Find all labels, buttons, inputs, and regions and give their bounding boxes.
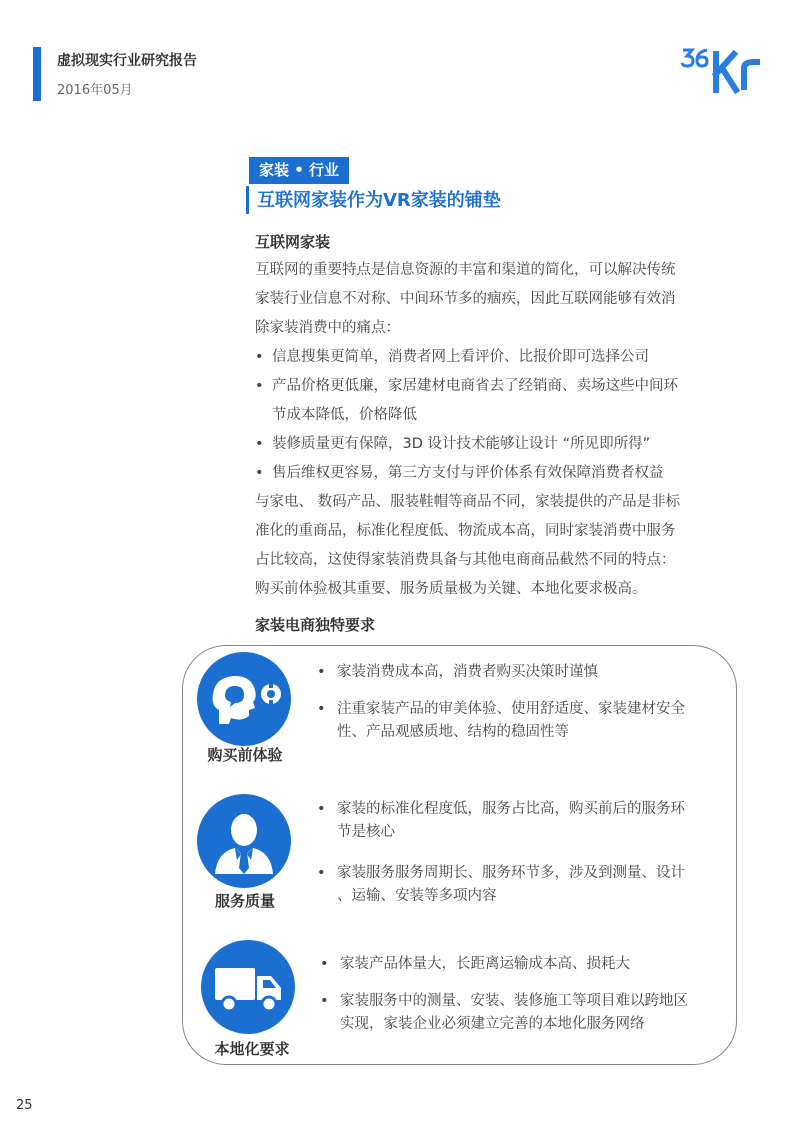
paragraph-line: 准化的重商品，标准化程度低、物流成本高，同时家装消费中服务 xyxy=(255,523,676,539)
bullet-text-line: 信息搜集更简单，消费者网上看评价、比报价即可选择公司 xyxy=(272,349,649,365)
paragraph-line: 购买前体验极其重要、服务质量极为关键、本地化要求极高。 xyxy=(255,581,647,597)
requirement-point xyxy=(317,798,717,844)
bullet-item xyxy=(255,343,735,372)
point-line: 节是核心 xyxy=(337,824,395,840)
label-service-quality: 服务质量 xyxy=(214,892,275,910)
head-gear-icon xyxy=(197,652,291,746)
bullet-item xyxy=(255,430,735,459)
bullet-text-line: 节成本降低，价格降低 xyxy=(272,407,417,423)
point-line: 、运输、安装等多项内容 xyxy=(337,888,497,904)
bullet-text-line: 售后维权更容易，第三方支付与评价体系有效保障消费者权益 xyxy=(272,465,664,481)
point-line: 实现，家装企业必须建立完善的本地化服务网络 xyxy=(340,1016,645,1032)
localization-points xyxy=(320,953,720,1050)
label-pre-purchase-experience: 购买前体验 xyxy=(207,746,283,764)
bullet-dot: • xyxy=(320,993,329,1009)
point-line: 家装的标准化程度低，服务占比高，购买前后的服务环 xyxy=(337,801,685,817)
bullet-text-line: 产品价格更低廉，家居建材电商省去了经销商、卖场这些中间环 xyxy=(272,378,678,394)
paragraph-line: 与家电、 数码产品、服装鞋帽等商品不同，家装提供的产品是非标 xyxy=(255,494,681,510)
header-accent-bar xyxy=(33,47,41,101)
service-quality-points xyxy=(317,798,717,922)
subheading-ecommerce-requirements: 家装电商独特要求 xyxy=(255,616,376,634)
section-tag: 家装 • 行业 xyxy=(249,157,349,184)
point-line: 注重家装产品的审美体验、使用舒适度、家装建材安全 xyxy=(337,701,685,717)
bullet-dot: • xyxy=(255,349,264,365)
businessman-icon xyxy=(197,794,291,888)
bullet-dot: • xyxy=(317,701,326,717)
requirement-point xyxy=(317,862,717,908)
point-line: 家装产品体量大，长距离运输成本高、损耗大 xyxy=(340,956,630,972)
paragraph-line: 占比较高，这使得家装消费具备与其他电商商品截然不同的特点： xyxy=(255,552,676,568)
point-line: 家装服务服务周期长、服务环节多，涉及到测量、设计 xyxy=(337,865,685,881)
point-line: 家装消费成本高，消费者购买决策时谨慎 xyxy=(337,664,598,680)
intro-line: 家装行业信息不对称、中间环节多的痼疾，因此互联网能够有效消 xyxy=(255,291,676,307)
bullet-text-line: 装修质量更有保障，3D 设计技术能够让设计 “所见即所得” xyxy=(272,436,651,452)
report-date: 2016年05月 xyxy=(57,83,133,98)
section-heading: 互联网家装作为VR家装的铺垫 xyxy=(246,186,501,214)
label-localization: 本地化要求 xyxy=(214,1040,290,1058)
36kr-logo xyxy=(680,44,766,94)
requirements-panel xyxy=(182,645,737,1065)
page-number: 25 xyxy=(16,1098,33,1113)
article-body xyxy=(255,228,735,639)
point-line: 性、产品观感质地、结构的稳固性等 xyxy=(337,724,569,740)
subheading-internet-home-decor: 互联网家装 xyxy=(255,233,331,251)
requirement-point xyxy=(317,661,717,684)
intro-line: 除家装消费中的痛点： xyxy=(255,320,400,336)
report-title: 虚拟现实行业研究报告 xyxy=(57,53,197,69)
requirement-point xyxy=(320,990,720,1036)
truck-icon xyxy=(201,940,295,1034)
bullet-item xyxy=(255,459,735,488)
intro-line: 互联网的重要特点是信息资源的丰富和渠道的简化，可以解决传统 xyxy=(255,262,676,278)
bullet-dot: • xyxy=(255,465,264,481)
bullet-dot: • xyxy=(255,378,264,394)
bullet-dot: • xyxy=(255,436,264,452)
pre-purchase-points xyxy=(317,661,717,758)
requirement-point xyxy=(317,698,717,744)
requirement-point xyxy=(320,953,720,976)
bullet-dot: • xyxy=(317,664,326,680)
bullet-item xyxy=(255,372,735,430)
bullet-dot: • xyxy=(317,865,326,881)
bullet-dot: • xyxy=(320,956,329,972)
bullet-dot: • xyxy=(317,801,326,817)
point-line: 家装服务中的测量、安装、装修施工等项目难以跨地区 xyxy=(340,993,688,1009)
